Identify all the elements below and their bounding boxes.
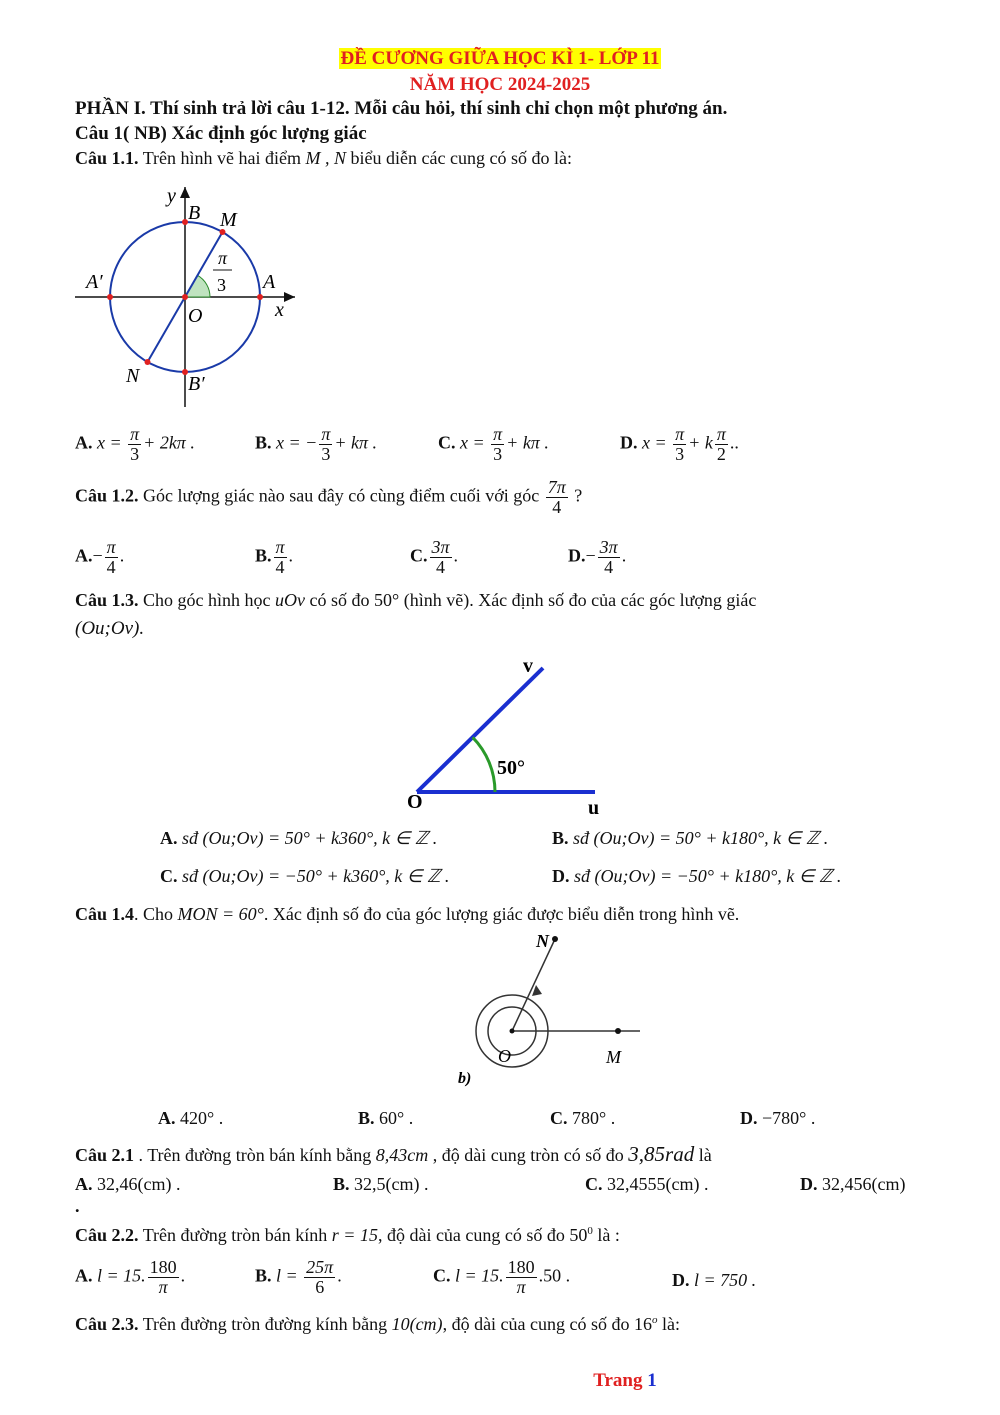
unit-circle-figure xyxy=(70,182,310,412)
angle-arc xyxy=(473,737,495,792)
question-1-3: Câu 1.3. Cho góc hình học uOv có số đo 50° (hình vẽ). Xác định số đo của các góc lượng giác xyxy=(75,590,757,610)
angle-uov-figure xyxy=(395,650,635,825)
point-n xyxy=(552,936,558,942)
q22-answer-c[interactable]: C. l = 15. $\frac{180}{\pi}$ .50 . xyxy=(433,1257,571,1297)
question-2-2: Câu 2.2. Trên đường tròn bán kính r = 15, độ dài của cung có số đo $50^0$ là : xyxy=(75,1225,620,1245)
question-1-4: Câu 1.4. Cho MON = 60°. Xác định số đo của góc lượng giác được biểu diễn trong hình vẽ. xyxy=(75,904,740,924)
point-n xyxy=(145,359,151,365)
label-y: y xyxy=(167,185,176,207)
q12-answer-b[interactable]: B. $\frac{\pi}{4}$ . xyxy=(255,537,294,577)
point-o xyxy=(510,1029,515,1034)
point-a xyxy=(257,294,263,300)
angle-label: 50° xyxy=(497,757,525,779)
label-m: M xyxy=(606,1047,621,1067)
q11-answer-c[interactable]: C. x = $\frac{\pi}{3}$ + kπ . xyxy=(438,424,549,464)
q11-answer-d[interactable]: D. x = $\frac{\pi}{3}$ + k $\frac{\pi}{2}$ .. xyxy=(620,424,739,464)
q12-answer-d[interactable]: D.− $\frac{3\pi}{4}$ . xyxy=(568,537,627,577)
label-v: v xyxy=(523,655,533,677)
q21-answer-a[interactable]: A. 32,46(cm) . xyxy=(75,1174,181,1194)
angle-den: 3 xyxy=(217,275,226,295)
question-1-3-line2: (Ou;Ov). xyxy=(75,618,145,639)
point-o xyxy=(182,294,188,300)
label-a: A xyxy=(263,271,276,293)
label-b1: B′ xyxy=(188,373,205,395)
label-o: O xyxy=(498,1046,511,1066)
q13-answer-a[interactable]: A. sđ (Ou;Ov) = 50° + k360°, k ∈ ℤ . xyxy=(160,828,438,848)
point-m xyxy=(615,1028,621,1034)
q21-answer-d[interactable]: D. 32,456(cm) xyxy=(800,1174,906,1194)
label-b: b) xyxy=(458,1070,472,1087)
question-1-1: Câu 1.1. Trên hình vẽ hai điểm M , N biểu diễn các cung có số đo là: xyxy=(75,148,572,168)
q14-answer-d[interactable]: D. −780° . xyxy=(740,1108,816,1128)
q12-answer-a[interactable]: A.− $\frac{\pi}{4}$ . xyxy=(75,537,125,577)
label-o: O xyxy=(407,791,423,813)
label-a1: A′ xyxy=(86,271,103,293)
q14-answer-b[interactable]: B. 60° . xyxy=(358,1108,414,1128)
q13-answer-d[interactable]: D. sđ (Ou;Ov) = −50° + k180°, k ∈ ℤ . xyxy=(552,866,842,886)
q13-answer-c[interactable]: C. sđ (Ou;Ov) = −50° + k360°, k ∈ ℤ . xyxy=(160,866,450,886)
q22-answer-b[interactable]: B. l = $\frac{25\pi}{6}$ . xyxy=(255,1257,342,1297)
q11-answer-b[interactable]: B. x = − $\frac{\pi}{3}$ + kπ . xyxy=(255,424,377,464)
label-b: B xyxy=(188,202,201,224)
part-heading: PHẦN I. Thí sinh trả lời câu 1-12. Mỗi câu hỏi, thí sinh chỉ chọn một phương án. xyxy=(75,98,728,119)
question-2-1: Câu 2.1 . Trên đường tròn bán kính bằng 8,43cm , độ dài cung tròn có số đo 3,85rad là xyxy=(75,1142,712,1166)
angle-sector xyxy=(185,275,210,297)
label-m: M xyxy=(220,209,237,231)
label-n: N xyxy=(126,365,140,387)
label-u: u xyxy=(588,797,600,819)
label-n: N xyxy=(536,931,549,951)
school-year: NĂM HỌC 2024-2025 xyxy=(409,74,591,95)
angle-num: π xyxy=(218,248,228,268)
section-heading: Câu 1( NB) Xác định góc lượng giác xyxy=(75,123,367,144)
page-footer: Trang 1 xyxy=(593,1370,657,1391)
question-2-3: Câu 2.3. Trên đường tròn đường kính bằng 10(cm), độ dài của cung có số đo 16$^o$ là: xyxy=(75,1314,681,1334)
ray-on xyxy=(512,939,555,1031)
y-arrow-icon xyxy=(180,187,190,198)
q12-answer-c[interactable]: C. $\frac{3\pi}{4}$ . xyxy=(410,537,459,577)
doc-title: ĐỀ CƯƠNG GIỮA HỌC KÌ 1- LỚP 11 xyxy=(340,48,660,69)
q21-answer-c[interactable]: C. 32,4555(cm) . xyxy=(585,1174,709,1194)
point-a1 xyxy=(107,294,113,300)
q14-answer-c[interactable]: C. 780° . xyxy=(550,1108,616,1128)
q21-answer-b[interactable]: B. 32,5(cm) . xyxy=(333,1174,429,1194)
q13-answer-b[interactable]: B. sđ (Ou;Ov) = 50° + k180°, k ∈ ℤ . xyxy=(552,828,829,848)
label-x: x xyxy=(275,299,284,321)
angle-mon-figure xyxy=(450,925,660,1095)
question-1-2: Câu 1.2. Góc lượng giác nào sau đây có cùng điểm cuối với góc $\frac{7\pi}{4}$ ? xyxy=(75,477,583,517)
q11-answer-a[interactable]: A. x = $\frac{\pi}{3}$ + 2kπ . xyxy=(75,424,195,464)
x-arrow-icon xyxy=(284,292,295,302)
q14-answer-a[interactable]: A. 420° . xyxy=(158,1108,224,1128)
stray-dot: . xyxy=(75,1196,80,1216)
label-o: O xyxy=(188,305,203,327)
q22-answer-d[interactable]: D. l = 750 . xyxy=(672,1270,757,1290)
q22-answer-a[interactable]: A. l = 15. $\frac{180}{\pi}$ . xyxy=(75,1257,186,1297)
